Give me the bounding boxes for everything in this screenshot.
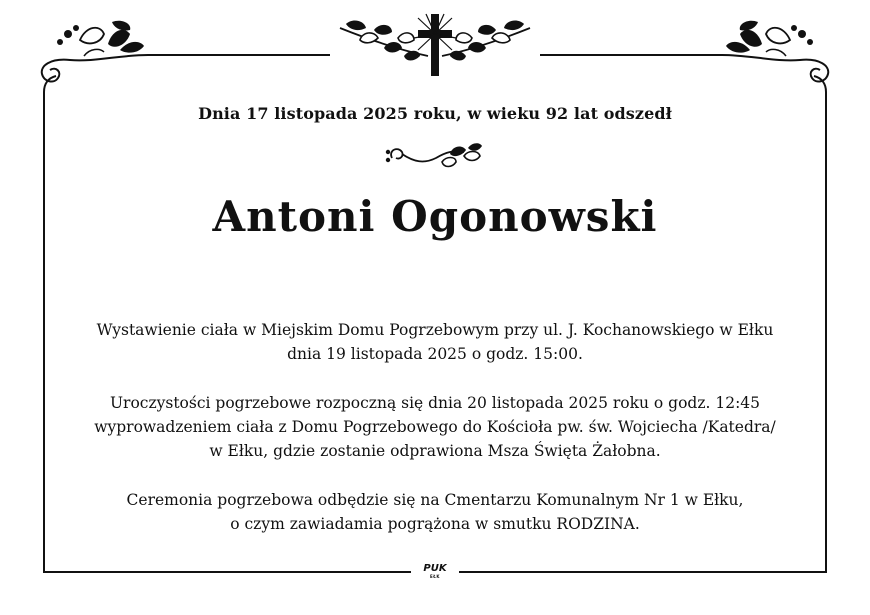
paragraph-line: Ceremonia pogrzebowa odbędzie się na Cmentarzu Komunalnym Nr 1 w Ełku, bbox=[126, 491, 744, 509]
paragraph-line: Wystawienie ciała w Miejskim Domu Pogrzebowym przy ul. J. Kochanowskiego w Ełku bbox=[96, 321, 774, 339]
leaf-swirl-divider-icon bbox=[380, 140, 490, 174]
paragraph-line: w Ełku, gdzie zostanie odprawiona Msza Święta Żałobna. bbox=[209, 442, 661, 460]
puk-logo bbox=[411, 561, 459, 585]
death-notice-header: Dnia 17 listopada 2025 roku, w wieku 92 lat odszedł bbox=[198, 104, 672, 123]
notice-body bbox=[52, 318, 818, 561]
deceased-name: Antoni Ogonowski bbox=[212, 192, 658, 241]
floral-flourish-icon bbox=[722, 21, 828, 92]
burial-paragraph bbox=[52, 488, 818, 536]
viewing-paragraph bbox=[52, 318, 818, 366]
paragraph-line: dnia 19 listopada 2025 o godz. 15:00. bbox=[287, 345, 583, 363]
ceremony-paragraph bbox=[52, 391, 818, 463]
top-ornament bbox=[0, 0, 870, 100]
floral-flourish-icon bbox=[42, 21, 148, 92]
logo-sub-text: EŁK bbox=[430, 574, 440, 579]
paragraph-line: o czym zawiadamia pogrążona w smutku RODZINA. bbox=[230, 515, 640, 533]
paragraph-line: wyprowadzeniem ciała z Domu Pogrzebowego do Kościoła pw. św. Wojciecha /Katedra/ bbox=[94, 418, 776, 436]
paragraph-line: Uroczystości pogrzebowe rozpoczną się dnia 20 listopada 2025 roku o godz. 12:45 bbox=[109, 394, 761, 412]
logo-main-text: PUK bbox=[423, 563, 447, 574]
cross-with-laurel-icon bbox=[340, 14, 530, 76]
